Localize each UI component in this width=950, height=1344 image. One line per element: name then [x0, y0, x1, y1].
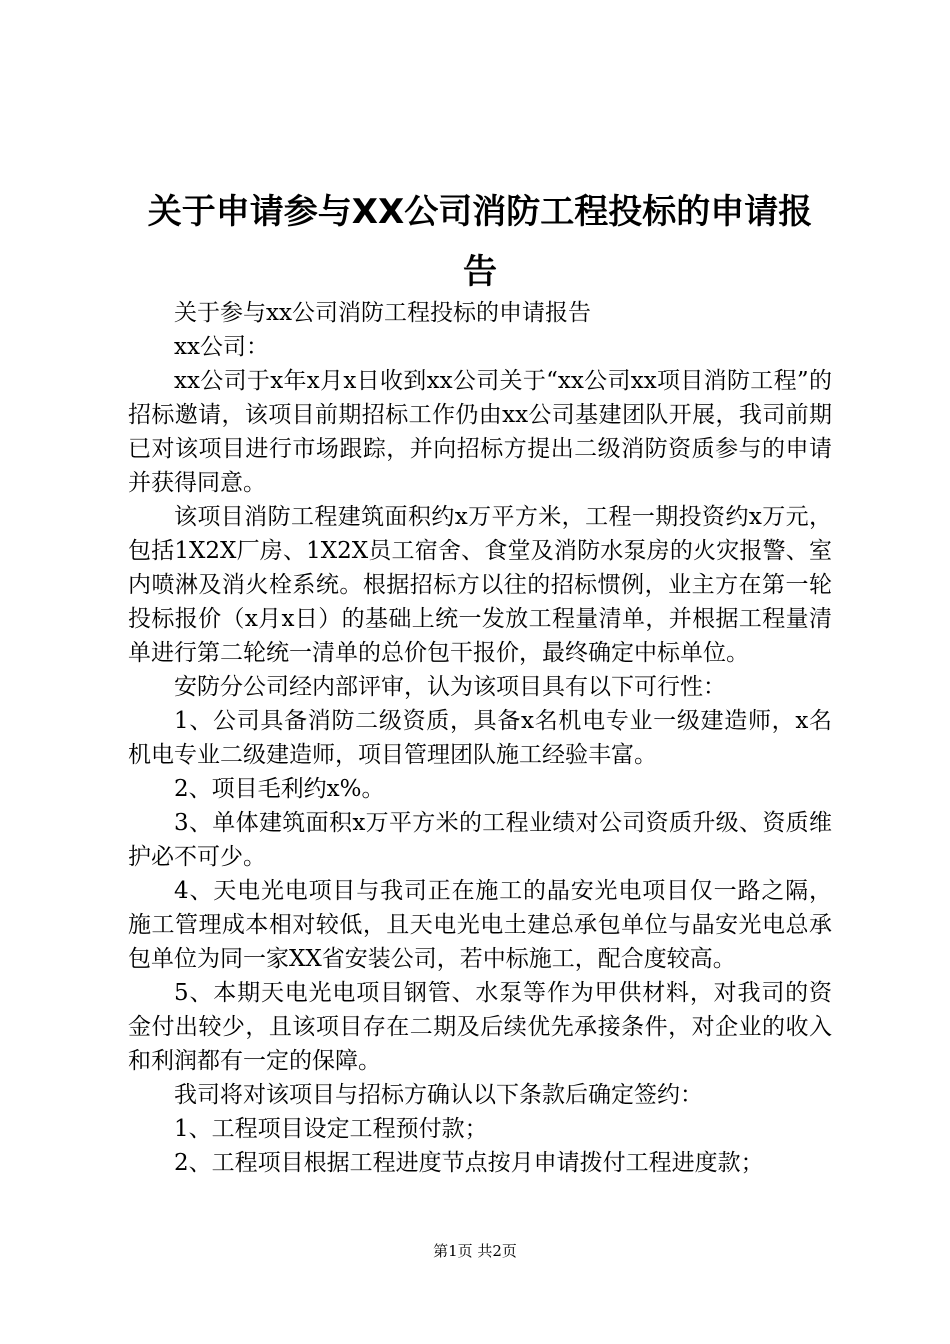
paragraph-background: xx公司于x年x月x日收到xx公司关于“xx公司xx项目消防工程”的招标邀请，该项目前期招标工作仍由xx公司基建团队开展，我司前期已对该项目进行市场跟踪，并向招标方提出二级消防资质参与的申请并获得同意。 [128, 368, 832, 496]
paragraph-term-2: 2、工程项目根据工程进度节点按月申请拨付工程进度款； [174, 1150, 764, 1176]
title-line-2: 告 [463, 252, 497, 292]
page-footer: 第1页 共2页 [433, 1242, 517, 1260]
title-line-1: 关于申请参与XX公司消防工程投标的申请报 [147, 192, 813, 232]
paragraph-terms-intro: 我司将对该项目与招标方确认以下条款后确定签约： [174, 1082, 703, 1108]
paragraph-heading: 关于参与xx公司消防工程投标的申请报告 [174, 300, 591, 326]
paragraph-project-scope: 该项目消防工程建筑面积约x万平方米，工程一期投资约x万元，包括1X2X厂房、1X2X员工宿舍、食堂及消防水泵房的火灾报警、室内喷淋及消火栓系统。根据招标方以往的招标惯例，业主方在第一轮投标报价（x月x日）的基础上统一发放工程量清单，并根据工程量清单进行第二轮统一清单的总价包干报价，最终确定中标单位。 [128, 504, 832, 666]
paragraph-term-1: 1、工程项目设定工程预付款； [174, 1116, 488, 1142]
paragraph-feasibility-intro: 安防分公司经内部评审，认为该项目具有以下可行性： [174, 674, 726, 700]
paragraph-feasibility-5: 5、本期天电光电项目钢管、水泵等作为甲供材料，对我司的资金付出较少，且该项目存在二期及后续优先承接条件，对企业的收入和利润都有一定的保障。 [128, 980, 832, 1074]
document-title [100, 182, 860, 302]
paragraph-feasibility-1: 1、公司具备消防二级资质，具备x名机电专业一级建造师，x名机电专业二级建造师，项目管理团队施工经验丰富。 [128, 708, 832, 768]
document-body [128, 296, 832, 1180]
paragraph-feasibility-3: 3、单体建筑面积x万平方米的工程业绩对公司资质升级、资质维护必不可少。 [128, 810, 832, 870]
paragraph-feasibility-4: 4、天电光电项目与我司正在施工的晶安光电项目仅一路之隔，施工管理成本相对较低，且天电光电土建总承包单位与晶安光电总承包单位为同一家XX省安装公司，若中标施工，配合度较高。 [128, 878, 832, 972]
paragraph-feasibility-2: 2、项目毛利约x%。 [174, 776, 385, 802]
paragraph-salutation: xx公司： [174, 334, 269, 360]
